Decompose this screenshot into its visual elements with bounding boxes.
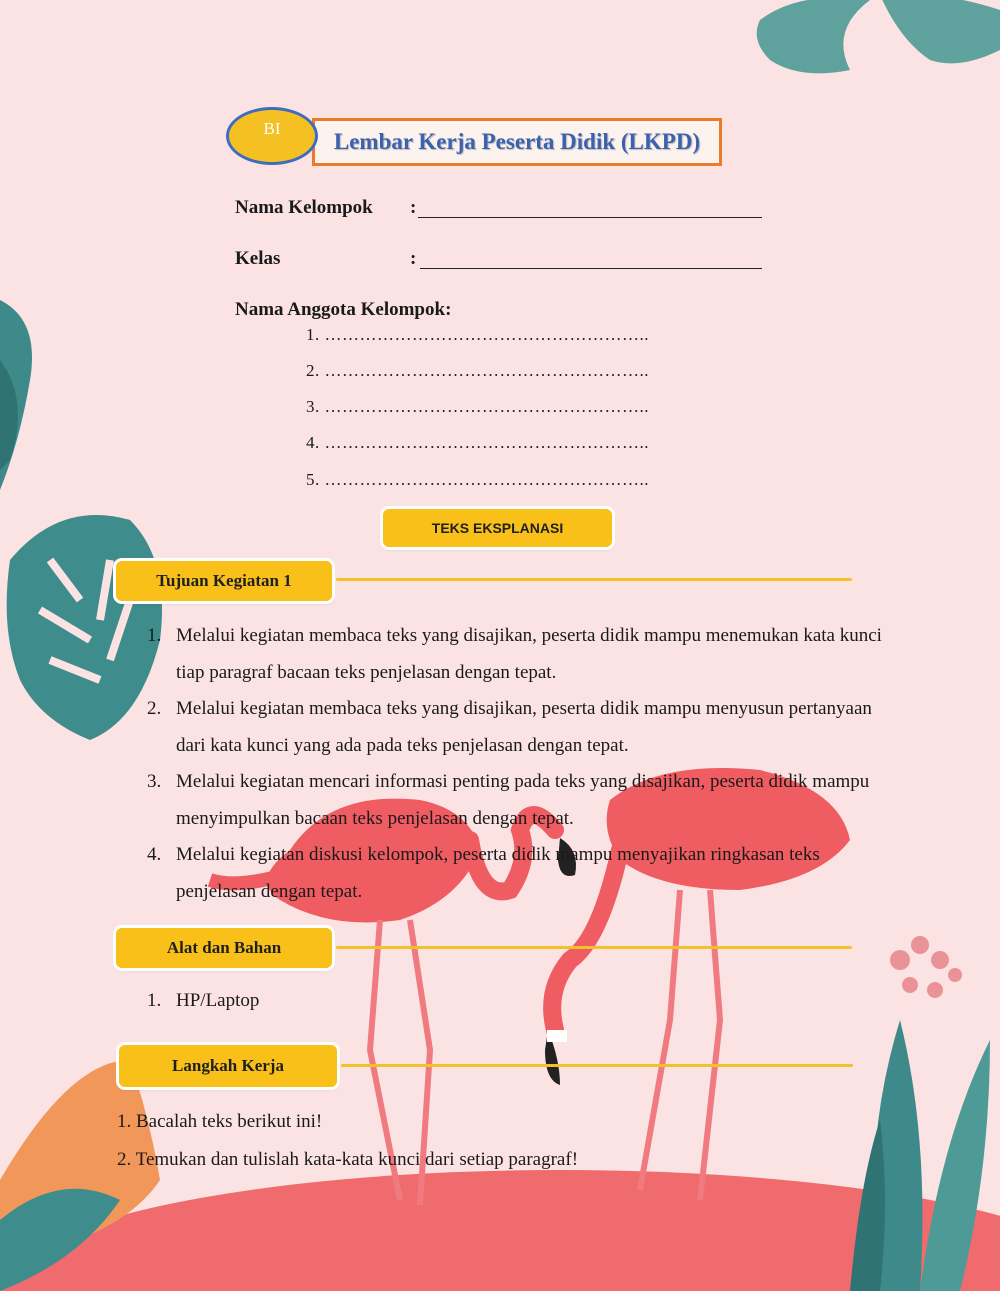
group-name-colon: :: [410, 197, 417, 218]
list-item-number: 3.: [147, 771, 162, 792]
list-item-text: Bacalah teks berikut ini!: [136, 1111, 323, 1132]
plant-right-icon: [850, 1020, 990, 1291]
tools-rule: [336, 946, 852, 949]
class-field[interactable]: [420, 268, 762, 269]
list-item-number: 2.: [117, 1149, 132, 1170]
tools-heading: Alat dan Bahan: [116, 928, 332, 968]
subject-badge: BI: [226, 107, 318, 165]
steps-rule: [341, 1064, 853, 1067]
topic-label: TEKS EKSPLANASI: [383, 509, 612, 547]
objectives-rule: [336, 578, 852, 581]
leaf-left-upper-icon: [0, 300, 32, 490]
list-item: [117, 1103, 322, 1140]
member-line[interactable]: 5. ………………………………………………..: [306, 470, 649, 489]
list-item-text: Temukan dan tulislah kata-kata kunci dari setiap paragraf!: [135, 1149, 579, 1170]
page-title: Lembar Kerja Peserta Didik (LKPD): [312, 118, 722, 166]
list-item: Melalui kegiatan diskusi kelompok, peserta didik mampu menyajikan ringkasan teks penjelasan dengan tepat.: [176, 844, 820, 902]
list-item-number: 4.: [147, 844, 162, 865]
list-item: Melalui kegiatan mencari informasi penting pada teks yang disajikan, peserta didik mampu menyimpulkan bacaan teks penjelasan dengan tepat.: [176, 771, 870, 829]
leaf-top-right-icon: [757, 0, 1000, 73]
list-item-number: 1.: [147, 990, 162, 1011]
class-label: Kelas: [235, 248, 281, 269]
member-line[interactable]: 3. ………………………………………………..: [306, 397, 649, 416]
list-item-number: 2.: [147, 698, 162, 719]
list-item: Melalui kegiatan membaca teks yang disajikan, peserta didik mampu menemukan kata kunci tiap paragraf bacaan teks penjelasan dengan tepat.: [176, 625, 882, 683]
members-label: Nama Anggota Kelompok:: [235, 299, 452, 320]
list-item-number: 1.: [147, 625, 162, 646]
member-line[interactable]: 4. ………………………………………………..: [306, 433, 649, 452]
fern-right-icon: [890, 936, 962, 998]
objectives-heading: Tujuan Kegiatan 1: [116, 561, 332, 601]
class-colon: :: [410, 248, 417, 269]
group-name-field[interactable]: [418, 217, 762, 218]
group-name-label: Nama Kelompok: [235, 197, 373, 218]
list-item: [117, 1141, 578, 1178]
list-item: HP/Laptop: [176, 990, 260, 1011]
leaf-left-monstera-icon: [7, 515, 162, 740]
list-item: Melalui kegiatan membaca teks yang disajikan, peserta didik mampu menyusun pertanyaan dari kata kunci yang ada pada teks penjelasan dengan tepat.: [176, 698, 872, 756]
member-line[interactable]: 1. ………………………………………………..: [306, 325, 649, 344]
steps-heading: Langkah Kerja: [119, 1045, 337, 1087]
list-item-number: 1.: [117, 1111, 132, 1132]
member-line[interactable]: 2. ………………………………………………..: [306, 361, 649, 380]
